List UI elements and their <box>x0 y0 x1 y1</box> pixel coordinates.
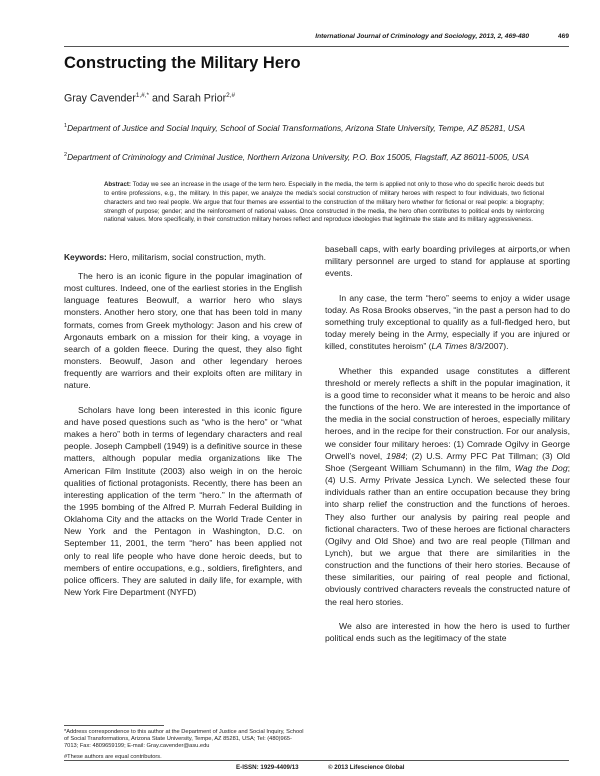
keywords-label: Keywords: <box>64 252 107 262</box>
abstract-text: Today we see an increase in the usage of the term hero. Especially in the media, the term is applied not only to those who do specific heroic deeds but to entire professions, e.g., the military. In this paper, we analyze the media's social construction of military heroes with respect to four individuals, two fictional characters and two real people. We argue that four themes are essential to the construction of the military hero whether for fictional or real people: a biography; strength of purpose; gender; and the reinforcement of national values. Once constructed in the media, the hero often contributes to political ends by reinforcing national values. More specifically, in their construction military heroes reflect and reproduce ideologies that legitimate the state and its military aggressiveness. <box>104 181 544 224</box>
affiliation <box>64 150 569 163</box>
author-line <box>64 92 235 105</box>
body-paragraph <box>325 292 570 353</box>
journal-citation: International Journal of Criminology and Sociology, 2013, 2, 469-480 <box>315 33 529 40</box>
page-number: 469 <box>557 33 569 40</box>
paragraph-text: ; (4) U.S. Army Private Jessica Lynch. We selected these four individuals rather than an entire occupation because they bring into sharp relief the construction and the functions of heroes. They also further our analysis by pairing real people and fictional characters. Two of these heroes are fictional characters (Ogilvy and Old Shoe) and two are real people (Tillman and Lynch), but we argue that there are similarities in the construction and the functions of their hero stories. Because of these similarities, our pairing of real people and fictional, obviously contrived characters reveals the constructed nature of the real hero stories. <box>325 462 570 607</box>
author-marks: 2,# <box>226 92 236 99</box>
footnote-divider <box>64 725 164 726</box>
copyright: © 2013 Lifescience Global <box>328 764 405 771</box>
author-name: Sarah Prior <box>172 92 227 105</box>
keywords-text: Hero, militarism, social construction, myth. <box>109 252 266 262</box>
affiliation-mark: 1 <box>64 123 68 129</box>
citation-source: LA Times <box>431 341 468 352</box>
header-divider <box>64 46 569 47</box>
footnotes <box>64 729 304 761</box>
abstract <box>104 181 544 225</box>
body-column-right <box>325 243 570 644</box>
paragraph-text: In any case, the term “hero” seems to enjoy a wider usage today. As Rosa Brooks observes, “in the past a person had to do something truly exceptional to qualify as a full-fledged hero, but today merely being in the Army, especially if you are injured or killed, constitutes heroism” ( <box>325 292 570 352</box>
running-header <box>64 33 569 45</box>
affiliation-mark: 2 <box>64 152 68 158</box>
paragraph-text: ; (2) U.S. Army PFC Pat Tillman; (3) Old Shoe (Sergeant William Schumann) in the film, <box>325 450 570 473</box>
paragraph-text: 8/3/2007). <box>467 341 509 352</box>
body-paragraph: The hero is an iconic figure in the popular imagination of most cultures. Indeed, one of the earliest stories in the English language features Beowulf, a warrior hero who slays monsters. Another hero story, one that has been told in many formats, comes from Greek mythology: Jason and his crew of Argonauts embark on a mission for their king, a voyage in search of a golden fleece. During the quest, they also fight monsters. Beowulf, Jason and other legendary heroes frequently are warriors and their exploits often are military in nature. <box>64 271 302 391</box>
correspondence-note: *Address correspondence to this author at the Department of Justice and Social Inquiry, School of Social Transformations, Arizona State University, Tempe, AZ 85281, USA; Tel: (480)965-7013; Fax: 4809659199; E-mail: Gray.cavender@asu.edu <box>64 729 304 750</box>
body-paragraph <box>325 365 570 608</box>
body-paragraph-continuation: baseball caps, with early boarding privileges at airports,or when military personnel are urged to stand for applause at sporting events. <box>325 244 570 279</box>
affiliation <box>64 121 569 134</box>
body-paragraph: Scholars have long been interested in this iconic figure and have posed questions such as “who is the hero” or “what makes a hero” both in terms of legendary characters and real people. Joseph Campbell (1949) is a definitive source in these matters, although popular media organizations like The American Film Institute (2003) also weigh in on the heroic qualities of fictional protagonists. Recently, there has been an interesting application of the term “hero.” In the aftermath of the 1995 bombing of the Alfred P. Murrah Federal Building in Oklahoma City and the attacks on the World Trade Center in New York and the Pentagon in Washington, D.C. on September 11, 2001, the term “hero” has been applied not only to real life people who have done heroic deeds, but to members of entire occupations, e.g., soldiers, firefighters, and police officers. They are saluted in daily life, for example, with New York Fire Department (NYFD) <box>64 404 302 598</box>
article-title: Constructing the Military Hero <box>64 54 301 72</box>
author-conjunction: and <box>149 92 173 105</box>
body-column-left <box>64 270 302 598</box>
author-marks: 1,#,* <box>135 92 149 99</box>
equal-contribution-note: #These authors are equal contributors. <box>64 753 162 760</box>
novel-title: 1984 <box>386 450 406 461</box>
affiliation-text: Department of Justice and Social Inquiry, School of Social Transformations, Arizona State University, Tempe, AZ 85281, USA <box>67 122 525 133</box>
abstract-label: Abstract: <box>104 181 131 188</box>
issn: E-ISSN: 1929-4409/13 <box>236 764 299 771</box>
film-title: Wag the Dog <box>514 462 568 473</box>
keywords <box>64 252 266 262</box>
affiliation-text: Department of Criminology and Criminal Justice, Northern Arizona University, P.O. Box 15005, Flagstaff, AZ 86011-5005, USA <box>67 151 529 162</box>
author-name: Gray Cavender <box>64 92 136 105</box>
footer-divider <box>64 760 569 761</box>
paragraph-text: Whether this expanded usage constitutes a different threshold or merely reflects a shift in the popular imagination, it is a good time to reconsider what it means to be heroic and also the functions of the hero. We are interested in the importance of the media in the social construction of heroes, especially military heroes, and in the recipe for their construction. For our analysis, we consider four military heroes: (1) Comrade Ogilvy in George Orwell’s novel, <box>325 365 570 461</box>
body-paragraph: We also are interested in how the hero is used to further political ends such as the legitimacy of the state <box>325 620 570 644</box>
